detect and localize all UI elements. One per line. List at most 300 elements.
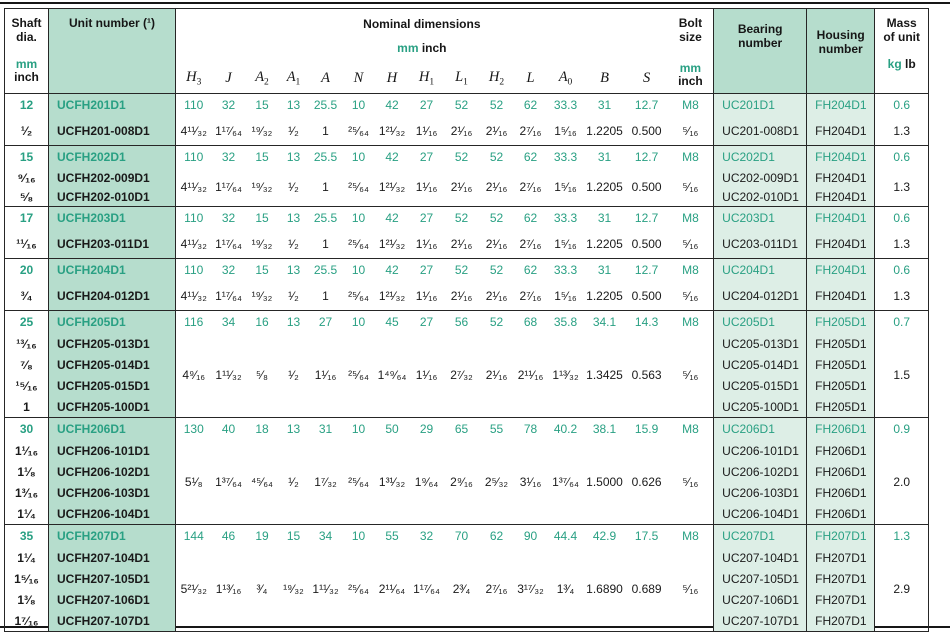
bolt-size: ⁵⁄₁₆ <box>682 123 699 138</box>
dim-H: 1²¹⁄₃₂ <box>378 123 406 138</box>
dim-S: 14.3 <box>626 311 668 334</box>
dim-H1: 29 <box>410 418 444 441</box>
dim-H3: 110 <box>176 94 212 117</box>
shaft-dia-inch: ⁹⁄₁₆ <box>5 168 49 187</box>
dim-A2: ³⁄₄ <box>256 582 268 596</box>
bearing-number: UC205-015D1 <box>714 375 807 396</box>
unit-number: UCFH207-107D1 <box>49 610 176 632</box>
bolt-size: M8 <box>668 525 714 548</box>
dim-L: 2¹¹⁄₁₆ <box>517 368 544 382</box>
dim-H: 55 <box>375 525 410 548</box>
unit-number: UCFH204-012D1 <box>49 281 176 311</box>
dim-L: 3¹⁷⁄₃₂ <box>517 582 544 596</box>
dim-H3: 110 <box>176 207 212 230</box>
mass-lb: 1.5 <box>893 368 911 382</box>
dim-S: 12.7 <box>626 94 668 117</box>
housing-number: FH204D1 <box>807 207 875 230</box>
mass-kg: 0.6 <box>875 94 929 117</box>
shaft-header-line2: dia. <box>16 30 37 44</box>
dim-H: 1²¹⁄₃₂ <box>378 180 406 194</box>
dim-N: 10 <box>343 94 375 117</box>
shaft-dia-mm: 12 <box>5 94 49 117</box>
bearing-number: UC207-106D1 <box>714 589 807 610</box>
col-label-A0: $A_0$ <box>548 63 584 94</box>
dim-A: 31 <box>309 418 343 441</box>
mass-lb: 1.3 <box>893 288 911 303</box>
dim-A1: ¹⁹⁄₃₂ <box>283 582 304 596</box>
dim-B: 31 <box>584 146 626 169</box>
dim-H2: 2¹⁄₁₆ <box>485 180 508 194</box>
dim-B: 1.2205 <box>586 288 623 303</box>
dim-H1: 27 <box>410 94 444 117</box>
metric-row <box>5 259 929 282</box>
bolt-size: M8 <box>668 94 714 117</box>
housing-number: FH204D1 <box>807 146 875 169</box>
dim-J: 32 <box>212 259 246 282</box>
dim-B: 1.6890 <box>586 582 623 596</box>
housing-number: FH204D1 <box>807 187 875 207</box>
unit-number: UCFH206-104D1 <box>49 503 176 525</box>
dim-J: 1³⁷⁄₆₄ <box>215 475 242 489</box>
dim-N: 10 <box>343 418 375 441</box>
dim-L1: 52 <box>444 259 480 282</box>
dim-H2: 2¹⁄₁₆ <box>485 368 508 382</box>
bearing-number: UC207-105D1 <box>714 568 807 589</box>
housing-number: FH207D1 <box>807 547 875 568</box>
shaft-unit-mm: mm <box>15 57 38 71</box>
dim-L: 62 <box>514 146 548 169</box>
metric-row <box>5 94 929 117</box>
shaft-dia-inch: 1¹⁄₄ <box>5 503 49 525</box>
dim-H2: 2¹⁄₁₆ <box>485 123 508 138</box>
dim-H3: 5²¹⁄₃₂ <box>180 582 207 596</box>
dim-A: 25.5 <box>309 146 343 169</box>
dim-H2: 52 <box>480 207 514 230</box>
shaft-dia-mm: 25 <box>5 311 49 334</box>
dim-A2: 15 <box>246 94 279 117</box>
shaft-dia-inch: 1¹⁄₈ <box>5 461 49 482</box>
shaft-header-line1: Shaft <box>11 16 42 30</box>
dim-H3: 5¹⁄₈ <box>184 475 203 489</box>
bolt-size: ⁵⁄₁₆ <box>682 475 699 489</box>
mass-kg: 0.6 <box>875 259 929 282</box>
dim-J: 1¹⁷⁄₆₄ <box>215 288 242 303</box>
dim-A2: 18 <box>246 418 279 441</box>
col-label-S: S <box>626 63 668 94</box>
mass-lb: 1.3 <box>893 180 911 194</box>
unit-number: UCFH204D1 <box>49 259 176 282</box>
dim-S: 15.9 <box>626 418 668 441</box>
bearing-number: UC206-101D1 <box>714 440 807 461</box>
dim-N: 10 <box>343 146 375 169</box>
shaft-dia-inch: 1⁷⁄₁₆ <box>5 610 49 632</box>
dim-A0: 33.3 <box>548 259 584 282</box>
dim-A2: ¹⁹⁄₃₂ <box>251 236 273 251</box>
housing-number: FH204D1 <box>807 94 875 117</box>
dim-A0: 35.8 <box>548 311 584 334</box>
bearing-number-header <box>714 9 807 94</box>
shaft-dia-header <box>5 9 49 94</box>
dim-H2: 2¹⁄₁₆ <box>485 288 508 303</box>
col-label-A2: $A_2$ <box>246 63 279 94</box>
dim-N: ²⁵⁄₆₄ <box>348 288 369 303</box>
dim-A2: ¹⁹⁄₃₂ <box>251 288 273 303</box>
dim-A0: 1⁵⁄₁₆ <box>554 180 577 194</box>
dim-A1: 13 <box>279 259 309 282</box>
dim-L: 3¹⁄₁₆ <box>519 475 542 489</box>
dim-A: 1¹¹⁄₃₂ <box>312 582 339 596</box>
unit-number: UCFH206D1 <box>49 418 176 441</box>
dim-A2: 19 <box>246 525 279 548</box>
bolt-size: M8 <box>668 311 714 334</box>
bearing-number: UC205-014D1 <box>714 354 807 375</box>
dim-A0: 40.2 <box>548 418 584 441</box>
dim-H: 1²¹⁄₃₂ <box>378 288 406 303</box>
dim-S: 0.563 <box>631 368 662 382</box>
dim-L: 62 <box>514 207 548 230</box>
dim-H2: 2¹⁄₁₆ <box>485 236 508 251</box>
col-label-L: L <box>514 63 548 94</box>
dim-L: 2⁷⁄₁₆ <box>519 123 542 138</box>
bolt-size: M8 <box>668 418 714 441</box>
housing-number: FH204D1 <box>807 168 875 187</box>
shaft-dia-mm: 17 <box>5 207 49 230</box>
dim-B: 1.2205 <box>586 180 623 194</box>
dim-H2: 2⁵⁄₃₂ <box>484 475 509 489</box>
dim-A1: 13 <box>279 418 309 441</box>
dim-B: 34.1 <box>584 311 626 334</box>
bearing-spec-table <box>4 8 929 632</box>
dim-A: 1⁷⁄₃₂ <box>314 475 337 489</box>
dim-A: 25.5 <box>309 94 343 117</box>
dim-L: 62 <box>514 94 548 117</box>
dim-L1: 65 <box>444 418 480 441</box>
dim-H: 42 <box>375 146 410 169</box>
dim-N: 10 <box>343 259 375 282</box>
shaft-dia-mm: 35 <box>5 525 49 548</box>
unit-number: UCFH201-008D1 <box>49 116 176 146</box>
dim-A1: ¹⁄₂ <box>288 368 299 382</box>
dim-A1: ¹⁄₂ <box>288 288 299 303</box>
bolt-size-header <box>668 9 714 94</box>
dim-H2: 2⁷⁄₁₆ <box>485 582 508 596</box>
housing-number: FH204D1 <box>807 259 875 282</box>
dim-H1: 27 <box>410 146 444 169</box>
dim-A: 34 <box>309 525 343 548</box>
dim-J: 32 <box>212 207 246 230</box>
col-label-B: B <box>584 63 626 94</box>
bearing-number: UC206-104D1 <box>714 503 807 525</box>
inch-row <box>5 116 929 146</box>
dim-H1: 1¹⁄₁₆ <box>415 180 438 194</box>
dim-A0: 33.3 <box>548 146 584 169</box>
unit-number: UCFH202-009D1 <box>49 168 176 187</box>
dim-H3: 4¹¹⁄₃₂ <box>180 180 207 194</box>
shaft-dia-inch: 1³⁄₈ <box>5 589 49 610</box>
dim-S: 17.5 <box>626 525 668 548</box>
dim-A0: 1³⁄₄ <box>556 582 575 596</box>
dim-L1: 52 <box>444 94 480 117</box>
dim-H: 42 <box>375 207 410 230</box>
housing-number: FH205D1 <box>807 396 875 418</box>
bearing-number: UC206D1 <box>714 418 807 441</box>
shaft-dia-inch: 1³⁄₁₆ <box>5 482 49 503</box>
dim-H2: 52 <box>480 146 514 169</box>
dim-H1: 1¹⁄₁₆ <box>415 288 438 303</box>
dim-H3: 116 <box>176 311 212 334</box>
bearing-number: UC203-011D1 <box>714 229 807 259</box>
dim-A2: 15 <box>246 259 279 282</box>
dim-N: ²⁵⁄₆₄ <box>348 582 369 596</box>
dim-L: 90 <box>514 525 548 548</box>
shaft-dia-inch: ¹¹⁄₁₆ <box>5 229 49 259</box>
dim-A2: ⁴⁵⁄₆₄ <box>251 475 273 489</box>
housing-number: FH205D1 <box>807 311 875 334</box>
dim-A2: 16 <box>246 311 279 334</box>
top-rule <box>0 2 950 4</box>
dim-H2: 52 <box>480 259 514 282</box>
nominal-dimensions-label: Nominal dimensions <box>363 17 481 31</box>
dim-A: 1 <box>322 123 329 138</box>
bolt-unit-inch: inch <box>678 74 703 88</box>
dim-B: 31 <box>584 207 626 230</box>
col-label-H: H <box>375 63 410 94</box>
dim-L1: 52 <box>444 146 480 169</box>
mass-lb: 1.3 <box>893 236 911 251</box>
dim-N: ²⁵⁄₆₄ <box>348 236 369 251</box>
unit-number: UCFH206-101D1 <box>49 440 176 461</box>
shaft-dia-inch: ⁵⁄₈ <box>5 187 49 207</box>
bearing-number: UC201D1 <box>714 94 807 117</box>
col-label-A1: $A_1$ <box>279 63 309 94</box>
housing-number: FH207D1 <box>807 589 875 610</box>
metric-row <box>5 418 929 441</box>
dim-H1: 27 <box>410 259 444 282</box>
bearing-number: UC203D1 <box>714 207 807 230</box>
mass-lb: 2.9 <box>893 582 911 596</box>
mass-unit-lb: lb <box>905 57 916 71</box>
dim-L1: 2⁷⁄₃₂ <box>450 368 473 382</box>
dim-A0: 1⁵⁄₁₆ <box>554 236 577 251</box>
metric-row <box>5 311 929 334</box>
mass-kg: 0.6 <box>875 146 929 169</box>
dim-A1: 13 <box>279 94 309 117</box>
shaft-dia-inch: 1⁵⁄₁₆ <box>5 568 49 589</box>
dim-H: 2¹¹⁄₆₄ <box>378 582 406 596</box>
dim-A2: ⁵⁄₈ <box>256 368 268 382</box>
dim-B: 1.3425 <box>586 368 623 382</box>
dim-H3: 110 <box>176 146 212 169</box>
nominal-unit-mm: mm <box>397 41 419 55</box>
bolt-size: ⁵⁄₁₆ <box>682 180 699 194</box>
inch-row <box>5 281 929 311</box>
housing-number: FH204D1 <box>807 281 875 311</box>
bolt-header-line2: size <box>679 30 702 44</box>
bolt-size: M8 <box>668 207 714 230</box>
housing-number: FH207D1 <box>807 568 875 589</box>
dim-A2: 15 <box>246 146 279 169</box>
dim-S: 12.7 <box>626 259 668 282</box>
dim-A1: ¹⁄₂ <box>288 475 299 489</box>
dim-A: 1 <box>322 288 329 303</box>
dim-N: ²⁵⁄₆₄ <box>348 180 369 194</box>
dim-L1: 70 <box>444 525 480 548</box>
dim-J: 1¹⁷⁄₆₄ <box>215 180 242 194</box>
dim-L: 2⁷⁄₁₆ <box>519 236 542 251</box>
housing-number: FH206D1 <box>807 503 875 525</box>
dim-L1: 2¹⁄₁₆ <box>450 236 473 251</box>
dim-J: 1¹¹⁄₃₂ <box>215 368 242 382</box>
bearing-number: UC207-107D1 <box>714 610 807 632</box>
dim-H: 42 <box>375 94 410 117</box>
dim-J: 46 <box>212 525 246 548</box>
dim-J: 32 <box>212 94 246 117</box>
unit-number: UCFH203D1 <box>49 207 176 230</box>
bearing-number: UC201-008D1 <box>714 116 807 146</box>
unit-number: UCFH207D1 <box>49 525 176 548</box>
col-label-H2: $H_2$ <box>480 63 514 94</box>
col-label-J: J <box>212 63 246 94</box>
dim-N: ²⁵⁄₆₄ <box>348 368 369 382</box>
dim-A: 1 <box>322 236 329 251</box>
unit-number-header-label: Unit number (¹) <box>69 16 155 30</box>
bolt-size: ⁵⁄₁₆ <box>682 582 699 596</box>
bearing-number: UC205D1 <box>714 311 807 334</box>
metric-row <box>5 146 929 169</box>
dim-A: 25.5 <box>309 207 343 230</box>
unit-number: UCFH205-014D1 <box>49 354 176 375</box>
dim-H1: 32 <box>410 525 444 548</box>
bearing-number: UC205-013D1 <box>714 333 807 354</box>
dim-N: 10 <box>343 525 375 548</box>
dim-H: 1⁴⁹⁄₆₄ <box>377 368 407 382</box>
dim-L1: 2¹⁄₁₆ <box>450 288 473 303</box>
housing-number: FH206D1 <box>807 461 875 482</box>
dim-A: 25.5 <box>309 259 343 282</box>
dim-H1: 27 <box>410 311 444 334</box>
dim-A1: 13 <box>279 146 309 169</box>
unit-number: UCFH206-102D1 <box>49 461 176 482</box>
dim-L: 62 <box>514 259 548 282</box>
mass-kg: 0.9 <box>875 418 929 441</box>
housing-header-line2: number <box>818 42 863 56</box>
inch-row <box>5 168 929 187</box>
dim-B: 1.5000 <box>586 475 623 489</box>
dim-A1: 13 <box>279 311 309 334</box>
nominal-unit-inch: inch <box>421 41 447 55</box>
unit-number-header <box>49 9 176 94</box>
col-label-H1: $H_1$ <box>410 63 444 94</box>
dim-B: 42.9 <box>584 525 626 548</box>
dim-H2: 52 <box>480 311 514 334</box>
bolt-size: M8 <box>668 146 714 169</box>
dim-H3: 110 <box>176 259 212 282</box>
bearing-number: UC207-104D1 <box>714 547 807 568</box>
dim-S: 12.7 <box>626 146 668 169</box>
bolt-size: M8 <box>668 259 714 282</box>
dim-H3: 4¹¹⁄₃₂ <box>180 236 207 251</box>
unit-number: UCFH205-013D1 <box>49 333 176 354</box>
housing-number: FH206D1 <box>807 482 875 503</box>
bearing-header-line2: number <box>738 36 783 50</box>
shaft-dia-inch: ¹³⁄₁₆ <box>5 333 49 354</box>
dim-N: ²⁵⁄₆₄ <box>348 123 369 138</box>
dim-J: 1¹⁷⁄₆₄ <box>215 123 242 138</box>
mass-header-line1: Mass <box>886 16 917 30</box>
mass-lb: 1.3 <box>893 123 911 138</box>
dim-H3: 144 <box>176 525 212 548</box>
dim-A0: 33.3 <box>548 207 584 230</box>
unit-number: UCFH201D1 <box>49 94 176 117</box>
inch-row <box>5 440 929 461</box>
dim-H: 45 <box>375 311 410 334</box>
bolt-unit-mm: mm <box>679 61 702 75</box>
bearing-header-line1: Bearing <box>737 22 783 36</box>
housing-number: FH206D1 <box>807 418 875 441</box>
shaft-dia-inch: 1 <box>5 396 49 418</box>
unit-number: UCFH207-104D1 <box>49 547 176 568</box>
housing-number: FH207D1 <box>807 525 875 548</box>
dim-S: 0.500 <box>631 123 662 138</box>
dim-L: 2⁷⁄₁₆ <box>519 288 542 303</box>
housing-number: FH204D1 <box>807 116 875 146</box>
dim-J: 1¹³⁄₁₆ <box>215 582 242 596</box>
dim-J: 1¹⁷⁄₆₄ <box>215 236 242 251</box>
dim-H1: 1¹⁄₁₆ <box>415 123 438 138</box>
dim-A: 1¹⁄₁₆ <box>314 368 337 382</box>
bearing-number: UC202-010D1 <box>714 187 807 207</box>
dim-L1: 2¹⁄₁₆ <box>450 180 473 194</box>
dim-H: 50 <box>375 418 410 441</box>
dim-S: 0.626 <box>631 475 662 489</box>
dim-N: 10 <box>343 311 375 334</box>
shaft-dia-inch: ¹⁄₂ <box>5 116 49 146</box>
col-label-N: N <box>343 63 375 94</box>
dim-A0: 1¹³⁄₃₂ <box>552 368 579 382</box>
shaft-dia-inch: ¹⁵⁄₁₆ <box>5 375 49 396</box>
shaft-dia-inch: 1¹⁄₄ <box>5 547 49 568</box>
bearing-number: UC205-100D1 <box>714 396 807 418</box>
dim-A0: 1³⁷⁄₆₄ <box>552 475 579 489</box>
mass-kg: 0.7 <box>875 311 929 334</box>
dim-B: 38.1 <box>584 418 626 441</box>
dim-A: 1 <box>322 180 329 194</box>
shaft-dia-inch: 1¹⁄₁₆ <box>5 440 49 461</box>
mass-unit-kg: kg <box>887 57 902 71</box>
dim-L1: 52 <box>444 207 480 230</box>
dim-B: 31 <box>584 94 626 117</box>
unit-number: UCFH205-015D1 <box>49 375 176 396</box>
dim-L: 68 <box>514 311 548 334</box>
housing-number: FH205D1 <box>807 375 875 396</box>
metric-row <box>5 207 929 230</box>
unit-number: UCFH202D1 <box>49 146 176 169</box>
dim-S: 0.689 <box>631 582 662 596</box>
inch-row <box>5 547 929 568</box>
dim-H1: 1¹⁷⁄₆₄ <box>413 582 440 596</box>
bearing-number: UC206-102D1 <box>714 461 807 482</box>
dim-H2: 62 <box>480 525 514 548</box>
dim-A2: ¹⁹⁄₃₂ <box>251 123 273 138</box>
dim-H1: 1¹⁄₁₆ <box>415 368 438 382</box>
dim-A0: 1⁵⁄₁₆ <box>554 288 577 303</box>
unit-number: UCFH205-100D1 <box>49 396 176 418</box>
dim-H: 1²¹⁄₃₂ <box>378 236 406 251</box>
bearing-number: UC202D1 <box>714 146 807 169</box>
mass-lb: 2.0 <box>893 475 911 489</box>
dim-L1: 56 <box>444 311 480 334</box>
dim-H2: 55 <box>480 418 514 441</box>
